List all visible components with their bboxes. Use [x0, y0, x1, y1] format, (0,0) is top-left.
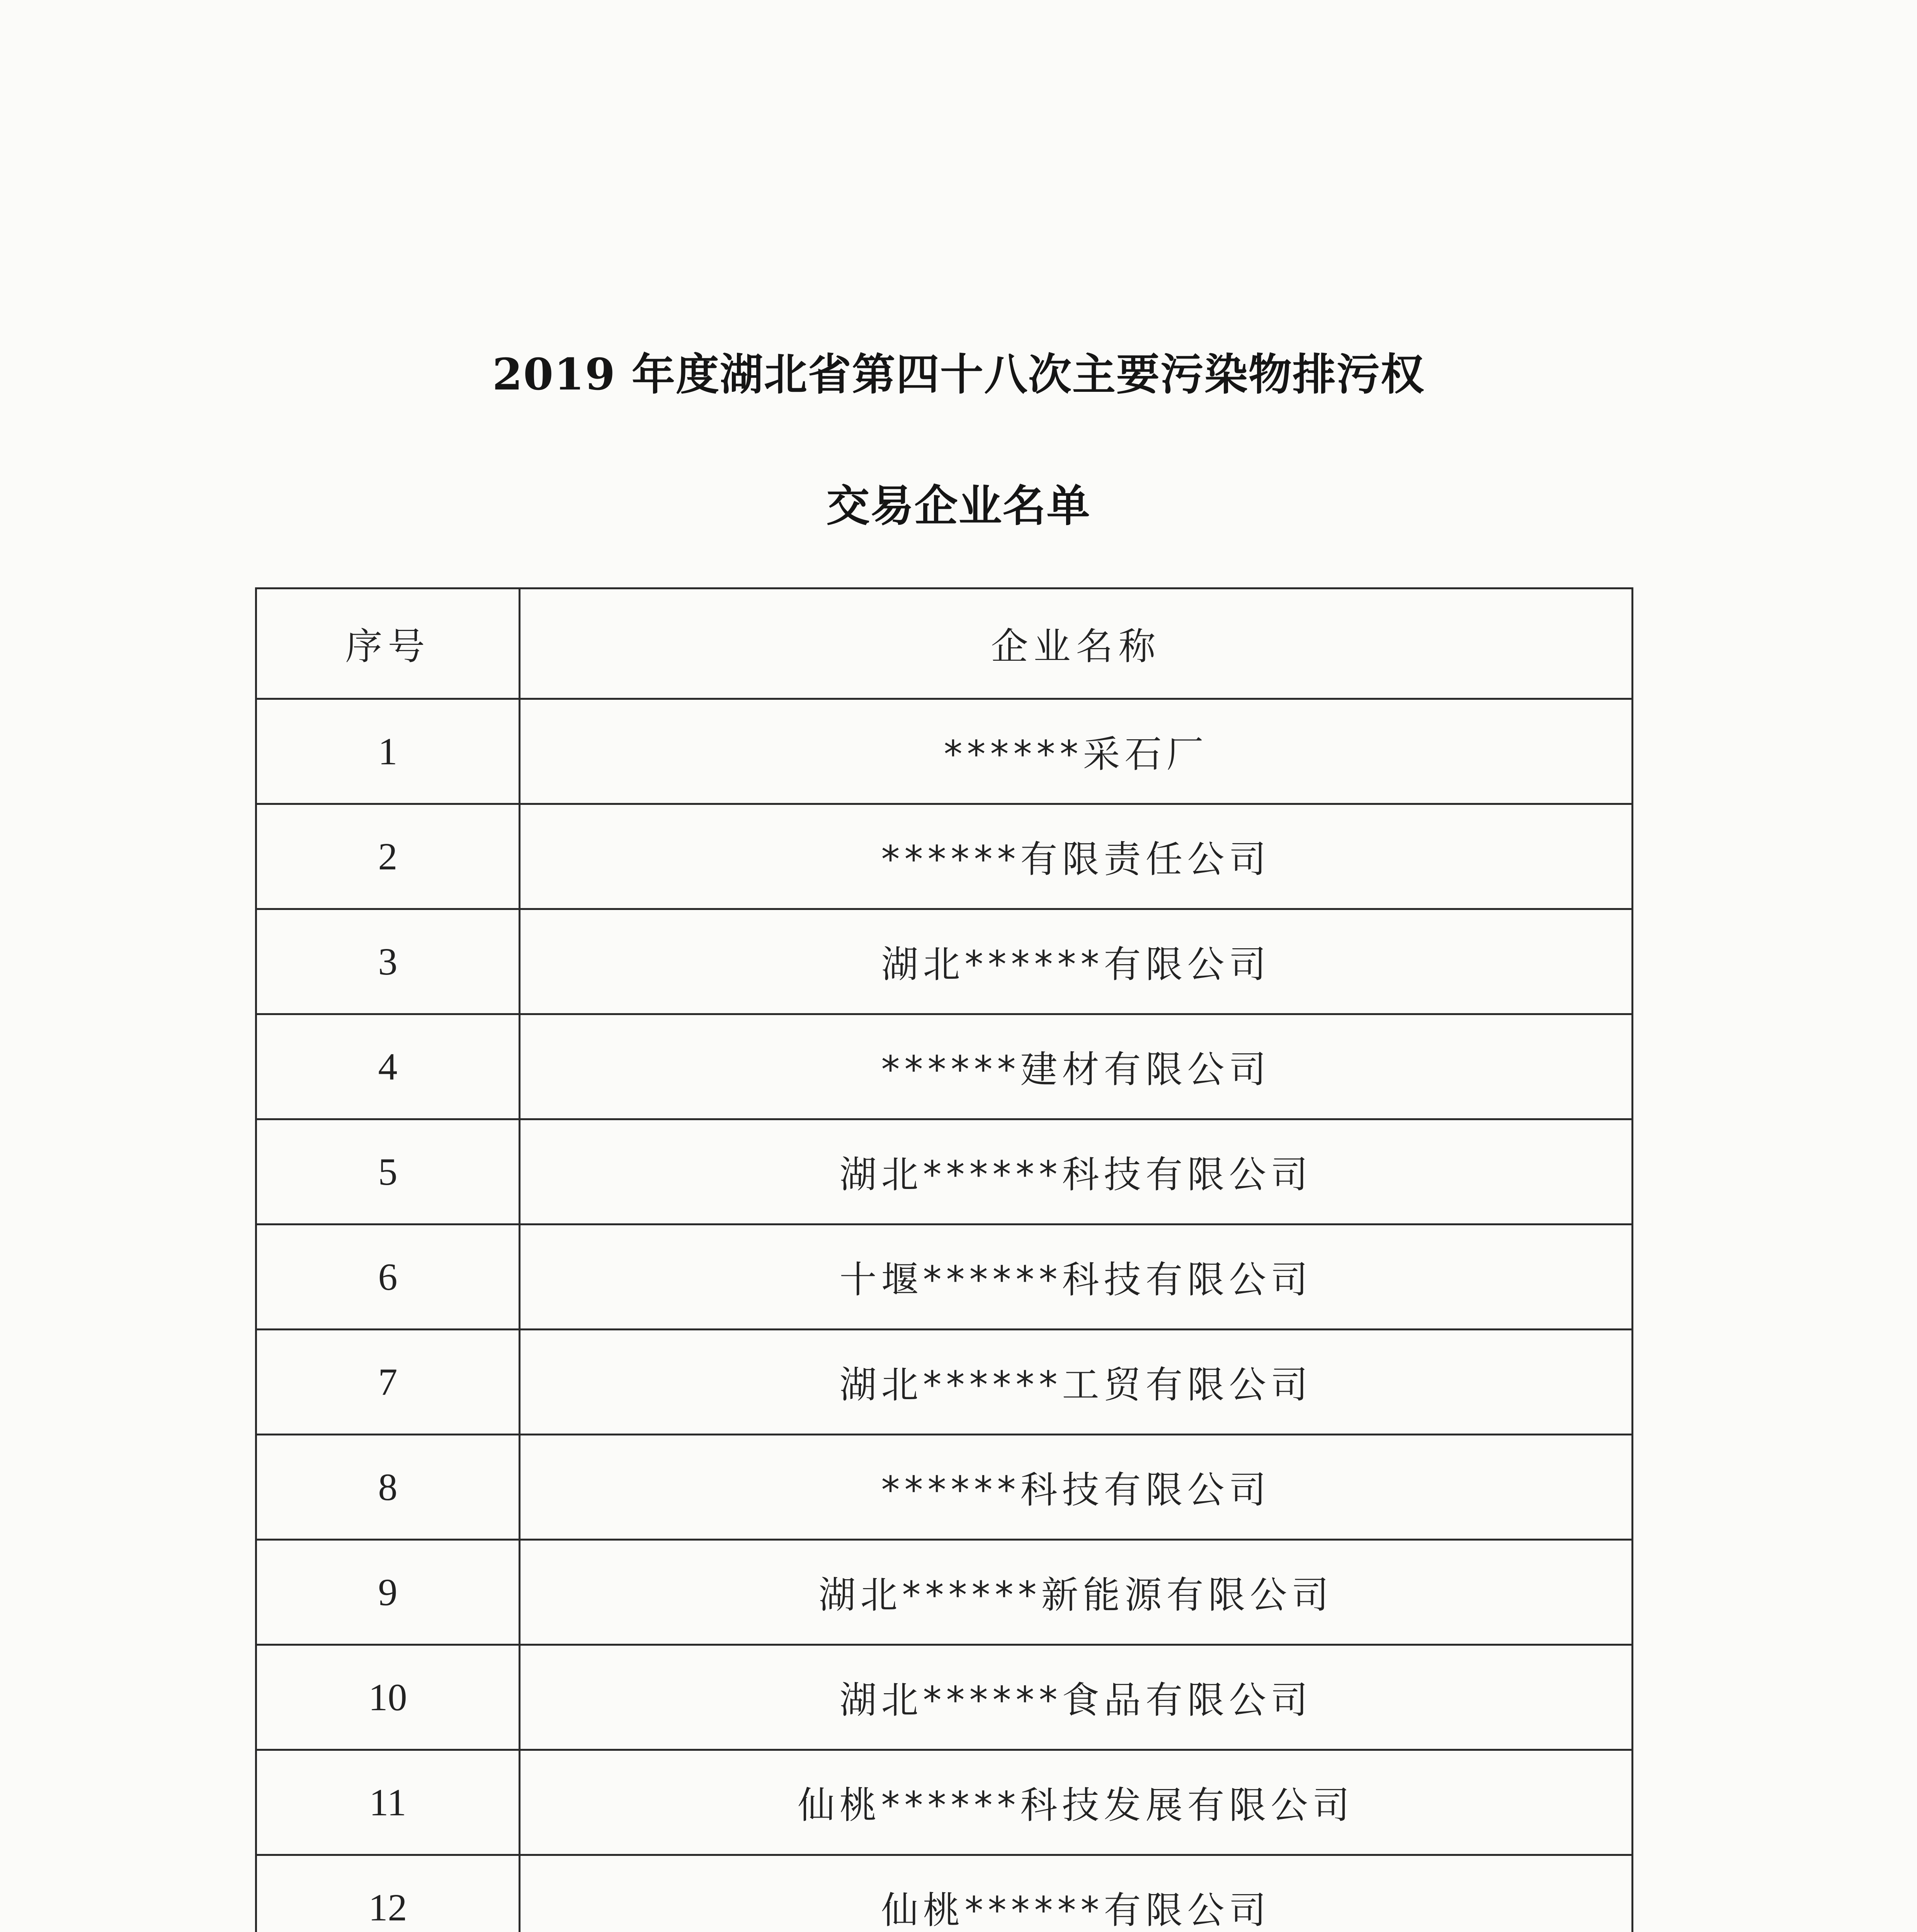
row-seq: 11 — [256, 1750, 520, 1855]
document-title-line-1: 2019 年度湖北省第四十八次主要污染物排污权 — [492, 349, 1425, 400]
table-row — [256, 1119, 1633, 1225]
table-row — [256, 1855, 1633, 1932]
row-enterprise-name: ******科技有限公司 — [520, 1435, 1633, 1540]
row-enterprise-name: ******建材有限公司 — [520, 1014, 1633, 1119]
row-enterprise-name: 仙桃******科技发展有限公司 — [520, 1750, 1633, 1855]
table-row — [256, 1014, 1633, 1119]
row-seq: 4 — [256, 1014, 520, 1119]
row-enterprise-name: ******有限责任公司 — [520, 804, 1633, 909]
row-seq: 5 — [256, 1119, 520, 1225]
row-seq: 10 — [256, 1645, 520, 1750]
document-title-line-2: 交易企业名单 — [826, 481, 1091, 531]
enterprise-list-table — [255, 587, 1633, 1932]
row-seq: 9 — [256, 1540, 520, 1645]
row-seq: 8 — [256, 1435, 520, 1540]
table-row — [256, 1540, 1633, 1645]
table-row — [256, 804, 1633, 909]
table-row — [256, 1645, 1633, 1750]
row-enterprise-name: ******采石厂 — [520, 699, 1633, 804]
header-enterprise-name: 企业名称 — [520, 588, 1633, 699]
row-seq: 6 — [256, 1225, 520, 1330]
row-enterprise-name: 十堰******科技有限公司 — [520, 1225, 1633, 1330]
row-enterprise-name: 仙桃******有限公司 — [520, 1855, 1633, 1932]
table-row — [256, 1225, 1633, 1330]
header-seq: 序号 — [256, 588, 520, 699]
table-header-row — [256, 588, 1633, 699]
row-seq: 7 — [256, 1330, 520, 1435]
row-enterprise-name: 湖北******有限公司 — [520, 909, 1633, 1014]
row-seq: 1 — [256, 699, 520, 804]
table-row — [256, 699, 1633, 804]
row-enterprise-name: 湖北******新能源有限公司 — [520, 1540, 1633, 1645]
row-seq: 2 — [256, 804, 520, 909]
table-row — [256, 1435, 1633, 1540]
table-row — [256, 1330, 1633, 1435]
row-seq: 12 — [256, 1855, 520, 1932]
table-row — [256, 1750, 1633, 1855]
row-enterprise-name: 湖北******工贸有限公司 — [520, 1330, 1633, 1435]
table-row — [256, 909, 1633, 1014]
row-enterprise-name: 湖北******食品有限公司 — [520, 1645, 1633, 1750]
row-enterprise-name: 湖北******科技有限公司 — [520, 1119, 1633, 1225]
row-seq: 3 — [256, 909, 520, 1014]
